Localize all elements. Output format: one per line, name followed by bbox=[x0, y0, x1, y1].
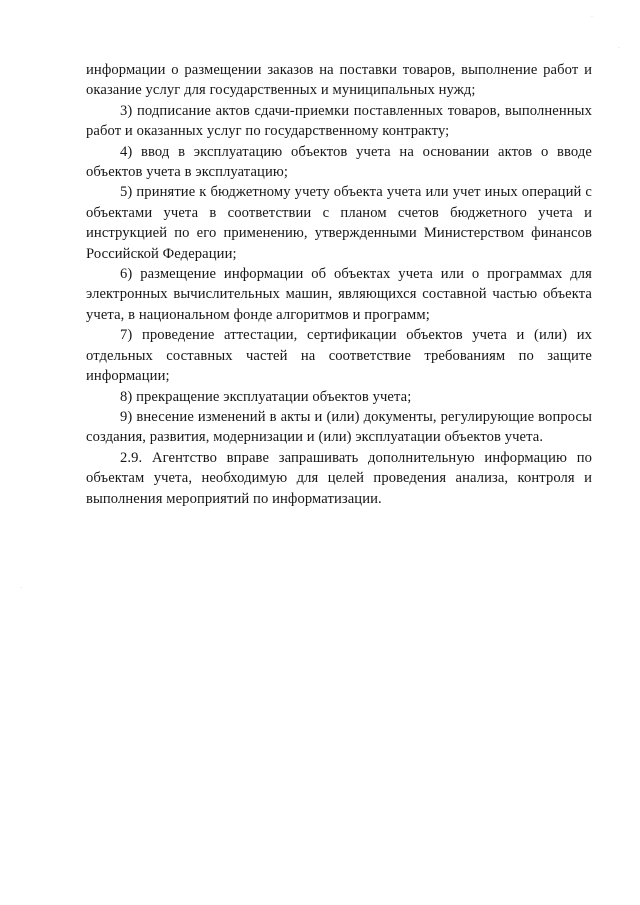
list-item-3: 3) подписание актов сдачи-приемки поставленных товаров, выполненных работ и оказанных услуг по государственному контракту; bbox=[86, 102, 592, 140]
paragraph-continuation: информации о размещении заказов на поставки товаров, выполнение работ и оказание услуг для государственных и муниципальных нужд; bbox=[86, 62, 592, 99]
list-item-4: 4) ввод в эксплуатацию объектов учета на основании актов о вводе объектов учета в эксплуатацию; bbox=[86, 143, 592, 181]
section-2-9: 2.9. Агентство вправе запрашивать дополнительную информацию по объектам учета, необходимую для целей проведения анализа, контроля и выполнения мероприятий по информатизации. bbox=[86, 449, 592, 507]
list-item-9: 9) внесение изменений в акты и (или) документы, регулирующие вопросы создания, развития, модернизации и (или) эксплуатации объектов учета. bbox=[86, 408, 592, 446]
document-body bbox=[86, 60, 592, 509]
list-item-5: 5) принятие к бюджетному учету объекта учета или учет иных операций с объектами учета в соответствии с планом счетов бюджетного учета и инструкцией по его применению, утвержденными Министерством финансов Российской Федерации; bbox=[86, 184, 592, 262]
list-item-7: 7) проведение аттестации, сертификации объектов учета и (или) их отдельных составных частей на соответствие требованиям по защите информации; bbox=[86, 327, 592, 385]
list-item-8: 8) прекращение эксплуатации объектов учета; bbox=[120, 388, 412, 405]
scan-artifact-mark: · bbox=[591, 14, 593, 21]
scan-artifact-mark: · bbox=[20, 585, 22, 592]
scan-artifact-mark: · bbox=[618, 45, 620, 52]
list-item-6: 6) размещение информации об объектах учета или о программах для электронных вычислительных машин, являющихся составной частью объекта учета, в национальном фонде алгоритмов и программ; bbox=[86, 266, 592, 323]
